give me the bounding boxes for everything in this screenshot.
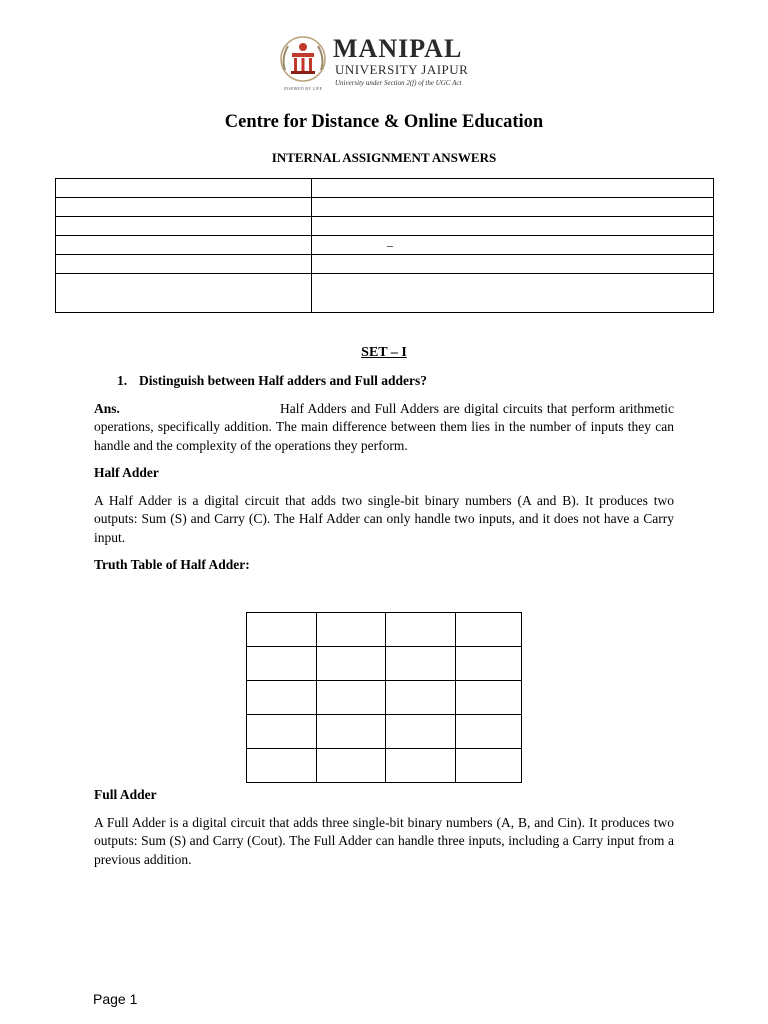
table-cell — [456, 681, 522, 715]
table-cell — [312, 198, 714, 217]
half-adder-paragraph: A Half Adder is a digital circuit that adds two single-bit binary numbers (A and B). It produces two outputs: Sum (S) and Carry (C). The Half Adder can only handle two inputs, and it does not have a Carry input. — [94, 493, 674, 545]
full-adder-paragraph: A Full Adder is a digital circuit that adds three single-bit binary numbers (A, B, and Cin). It produces two outputs: Sum (S) and Carry (Cout). The Full Adder can handle three inputs, including a Carry input from a previous addition. — [94, 815, 674, 867]
table-cell — [312, 217, 714, 236]
logo-subtitle: UNIVERSITY JAIPUR — [335, 62, 469, 77]
page-subtitle: INTERNAL ASSIGNMENT ANSWERS — [271, 150, 497, 165]
table-row — [56, 274, 714, 313]
question-text: Distinguish between Half adders and Full adders? — [139, 373, 428, 388]
table-cell — [56, 274, 312, 313]
full-adder-heading: Full Adder — [94, 787, 157, 802]
table-row — [247, 715, 522, 749]
table-cell — [317, 647, 386, 681]
table-cell — [386, 647, 456, 681]
table-cell — [386, 749, 456, 783]
table-cell — [312, 274, 714, 313]
table-cell — [386, 715, 456, 749]
table-row — [56, 255, 714, 274]
table-cell — [247, 749, 317, 783]
table-cell — [247, 647, 317, 681]
answer-paragraph — [94, 400, 674, 455]
page-title: Centre for Distance & Online Education — [224, 112, 544, 132]
answer-text: Half Adders and Full Adders are digital circuits that perform arithmetic operations, specifically addition. The main difference between them lies in the number of inputs they can handle and the complexity of the operations they perform. — [94, 401, 674, 453]
table-cell — [456, 749, 522, 783]
table-cell — [456, 715, 522, 749]
truth-table-heading: Truth Table of Half Adder: — [94, 557, 250, 572]
table-cell — [56, 179, 312, 198]
table-cell — [247, 681, 317, 715]
table-row — [247, 749, 522, 783]
table-cell — [56, 236, 312, 255]
table-cell-dash: – — [312, 236, 714, 255]
table-cell — [56, 198, 312, 217]
table-cell — [386, 613, 456, 647]
table-cell — [317, 681, 386, 715]
table-cell — [317, 749, 386, 783]
university-logo — [276, 34, 496, 96]
table-row — [56, 236, 714, 255]
table-cell — [56, 255, 312, 274]
set-title: SET – I — [361, 345, 407, 360]
emblem-icon — [276, 34, 330, 88]
answer-label: Ans. — [94, 401, 120, 416]
question-1 — [117, 373, 427, 389]
table-cell — [456, 647, 522, 681]
student-info-table — [55, 178, 714, 313]
table-cell — [386, 681, 456, 715]
table-row — [247, 647, 522, 681]
truth-table — [246, 612, 522, 783]
table-row — [56, 179, 714, 198]
page-number: Page 1 — [93, 991, 138, 1007]
table-row — [247, 613, 522, 647]
question-number: 1. — [117, 373, 128, 388]
logo-tagline: University under Section 2(f) of the UGC Act — [335, 79, 462, 87]
table-cell — [56, 217, 312, 236]
table-row — [56, 198, 714, 217]
table-cell — [247, 613, 317, 647]
logo-motto: INSPIRED BY LIFE — [283, 86, 323, 91]
table-row — [56, 217, 714, 236]
table-cell — [456, 613, 522, 647]
table-cell — [317, 715, 386, 749]
table-cell — [312, 179, 714, 198]
table-row — [247, 681, 522, 715]
table-cell — [317, 613, 386, 647]
half-adder-heading: Half Adder — [94, 465, 159, 480]
table-cell — [247, 715, 317, 749]
logo-name: MANIPAL — [333, 34, 463, 63]
table-cell — [312, 255, 714, 274]
